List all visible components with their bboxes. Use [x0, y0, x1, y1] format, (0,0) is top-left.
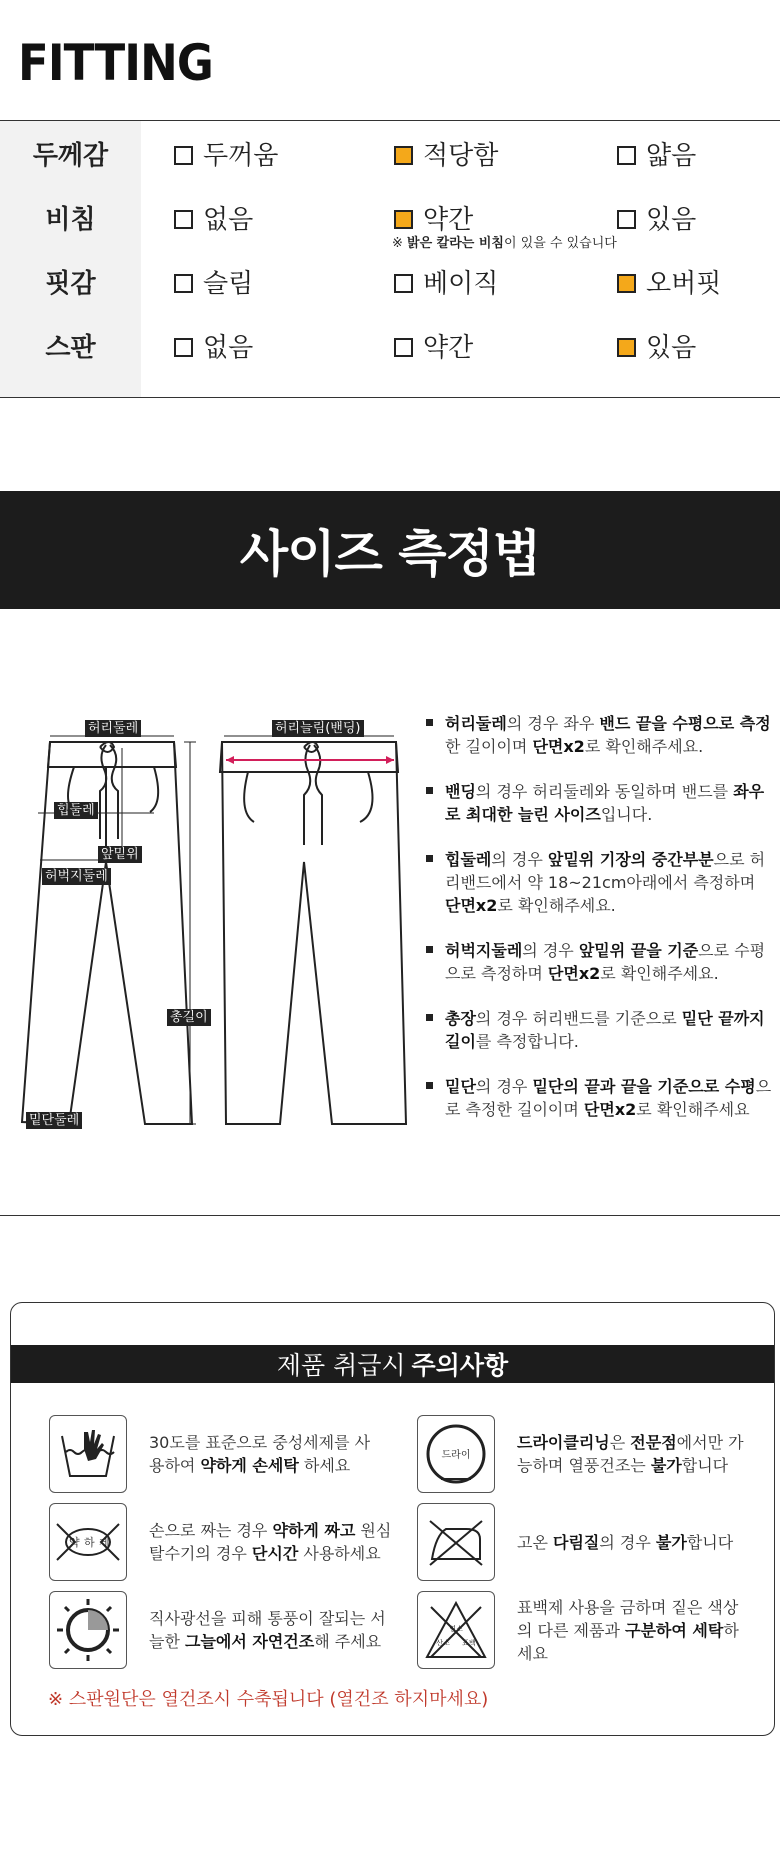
option-label: 두꺼움 — [203, 141, 279, 171]
shade-dry-icon — [49, 1591, 127, 1669]
option — [394, 135, 498, 172]
checkbox-icon — [394, 338, 413, 357]
bleach-label-bleach: 표백 — [462, 1639, 476, 1647]
hem-tag: 밑단둘레 — [26, 1112, 82, 1129]
care-warning: ※ 스판원단은 열건조시 수축됩니다 (열건조 하지마세요) — [48, 1689, 489, 1710]
no-bleach-icon — [417, 1591, 495, 1669]
option-label: 적당함 — [423, 141, 499, 171]
care-item-no-bleach — [417, 1591, 747, 1669]
care-text: 직사광선을 피해 통풍이 잘되는 서늘한 그늘에서 자연건조해 주세요 — [149, 1609, 386, 1651]
measure-desc-length: 총장의 경우 허리밴드를 기준으로 밑단 끝까지 길이를 측정합니다. — [424, 1007, 774, 1053]
no-iron-icon — [417, 1503, 495, 1581]
care-text: 표백제 사용을 금하며 짙은 색상의 다른 제품과 구분하여 세탁하세요 — [517, 1597, 739, 1663]
option-label: 오버핏 — [646, 269, 722, 299]
measure-desc-hem: 밑단의 경우 밑단의 끝과 끝을 기준으로 수평으로 측정한 길이이며 단면x2로 확인해주세요 — [424, 1075, 774, 1121]
checkbox-icon — [617, 146, 636, 165]
care-box — [10, 1302, 775, 1736]
care-item-hand-wash — [49, 1415, 379, 1493]
option-label: 있음 — [646, 205, 697, 235]
care-title-bold: 주의사항 — [411, 1351, 509, 1380]
hand-wash-icon — [49, 1415, 127, 1493]
care-text: 30도를 표준으로 중성세제를 사용하여 약하게 손세탁 하세요 — [149, 1433, 371, 1475]
checkbox-icon — [394, 274, 413, 293]
option — [394, 327, 473, 364]
checkbox-icon — [174, 146, 193, 165]
row-label: 비침 — [45, 205, 96, 235]
measure-desc-waist: 허리둘레의 경우 좌우 밴드 끝을 수평으로 측정한 길이이며 단면x2로 확인해주세요. — [424, 712, 774, 758]
fitting-table — [0, 120, 780, 398]
checkbox-icon — [174, 274, 193, 293]
checkbox-checked-icon — [394, 210, 413, 229]
care-text: 드라이클리닝은 전문점에서만 가능하며 열풍건조는 불가합니다 — [517, 1433, 744, 1475]
option-label: 없음 — [203, 205, 254, 235]
checkbox-checked-icon — [617, 274, 636, 293]
waist-tag: 허리둘레 — [85, 720, 141, 737]
fitting-row-stretch — [0, 313, 780, 377]
option — [174, 327, 253, 364]
squeeze-label-2: 하 — [84, 1536, 95, 1549]
length-tag: 총길이 — [167, 1009, 211, 1026]
option-label: 얇음 — [646, 141, 697, 171]
care-title: 제품 취급시 — [276, 1351, 406, 1380]
dry-clean-icon — [417, 1415, 495, 1493]
care-item-no-iron — [417, 1503, 747, 1581]
checkbox-checked-icon — [394, 146, 413, 165]
row-label: 스판 — [45, 333, 96, 363]
option-label: 약간 — [423, 205, 474, 235]
checkbox-icon — [174, 338, 193, 357]
measure-desc-band: 밴딩의 경우 허리둘레와 동일하며 밴드를 좌우로 최대한 늘린 사이즈입니다. — [424, 780, 774, 826]
option-label: 없음 — [203, 333, 254, 363]
pants-illustration-icon — [14, 712, 424, 1142]
checkbox-icon — [174, 210, 193, 229]
dry-label: 드라이 — [441, 1450, 471, 1461]
option — [394, 263, 498, 300]
care-item-dry-clean — [417, 1415, 747, 1493]
row-label: 핏감 — [45, 269, 96, 299]
pants-diagram — [14, 712, 424, 1142]
section-divider — [0, 1215, 780, 1216]
fitting-row-thickness — [0, 121, 780, 185]
care-item-shade-dry — [49, 1591, 389, 1669]
care-text: 손으로 짜는 경우 약하게 짜고 원심 탈수기의 경우 단시간 사용하세요 — [149, 1521, 392, 1563]
option — [174, 199, 253, 236]
row-label: 두께감 — [32, 141, 109, 171]
option — [617, 135, 696, 172]
option — [174, 263, 253, 300]
option — [617, 199, 696, 236]
measure-desc-hip: 힙둘레의 경우 앞밑위 기장의 중간부분으로 허리밴드에서 약 18~21cm아래에서 측정하며 단면x2로 확인해주세요. — [424, 848, 774, 917]
option-label: 있음 — [646, 333, 697, 363]
bleach-label-oxygen: 산소 — [436, 1639, 450, 1647]
care-text: 고온 다림질의 경우 불가합니다 — [517, 1532, 734, 1552]
squeeze-label-1: 약 — [69, 1536, 80, 1549]
gentle-wring-icon — [49, 1503, 127, 1581]
checkbox-checked-icon — [617, 338, 636, 357]
squeeze-label-3: 게 — [99, 1536, 110, 1549]
measure-title: 사이즈 측정법 — [239, 525, 541, 583]
fitting-title: FITTING — [18, 34, 213, 92]
thigh-tag: 허벅지둘레 — [42, 868, 111, 885]
measure-banner — [0, 491, 780, 609]
option-label: 슬림 — [203, 269, 254, 299]
option — [394, 199, 473, 236]
option-label: 베이직 — [423, 269, 499, 299]
sheerness-note: ※ 밝은 칼라는 비침이 있을 수 있습니다 — [392, 236, 617, 251]
option-label: 약간 — [423, 333, 474, 363]
option — [174, 135, 278, 172]
band-tag: 허리늘림(밴딩) — [272, 720, 364, 737]
bleach-label-chlorine: 염소 — [449, 1625, 463, 1633]
rise-tag: 앞밑위 — [98, 846, 142, 863]
option — [617, 263, 721, 300]
fitting-row-fit — [0, 249, 780, 313]
hip-tag: 힙둘레 — [54, 802, 98, 819]
care-item-wring — [49, 1503, 399, 1581]
option — [617, 327, 696, 364]
checkbox-icon — [617, 210, 636, 229]
care-banner — [11, 1345, 774, 1383]
fitting-row-sheerness — [0, 185, 780, 249]
measure-desc-thigh: 허벅지둘레의 경우 앞밑위 끝을 기준으로 수평으로 측정하며 단면x2로 확인해주세요. — [424, 939, 774, 985]
measure-descriptions — [424, 712, 774, 1143]
